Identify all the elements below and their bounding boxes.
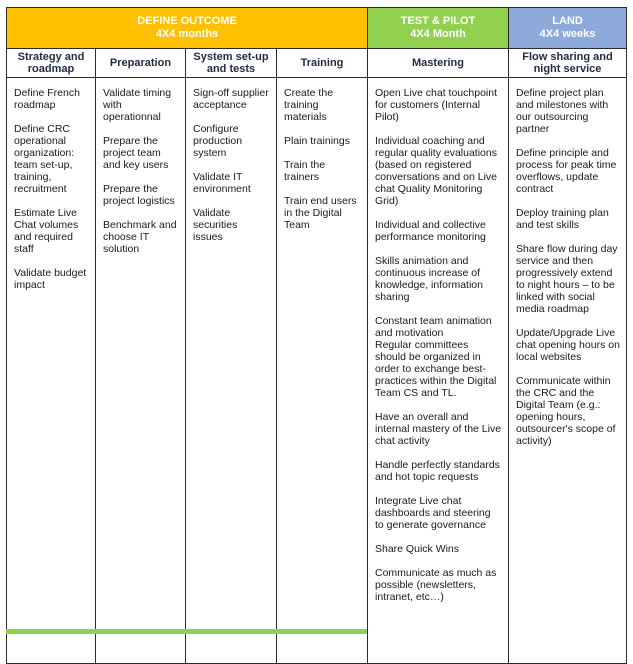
list-item: Skills animation and continuous increase of knowledge, information sharing (375, 255, 483, 303)
list-item: Validate budget impact (14, 267, 87, 291)
list-item: Prepare the project team and key users (103, 135, 169, 171)
list-item: Define CRC operational organization: team set-up, training, recruitment (14, 123, 75, 195)
list-item: Sign-off supplier acceptance (193, 87, 269, 111)
list-item: Individual coaching and regular quality evaluations (based on registered conversations and on Live chat Quality Monitoring Grid) (375, 135, 497, 207)
list-item: Define principle and process for peak time overflows, update contract (516, 147, 617, 195)
column-system-setup (186, 78, 277, 664)
list-item: Have an overall and internal mastery of the Live chat activity (375, 411, 502, 447)
list-item: Benchmark and choose IT solution (103, 219, 177, 255)
column-strategy (7, 78, 96, 664)
list-item: Validate timing with operationnal (103, 87, 172, 123)
phase-test-duration: 4X4 Month (410, 28, 466, 40)
column-mastering (368, 78, 509, 664)
list-item: Integrate Live chat dashboards and steering to generate governance (375, 495, 491, 531)
list-item: Communicate within the CRC and the Digital Team (e.g.: opening hours, outsourcer's scope of activity) (516, 375, 616, 447)
phase-test-title: TEST & PILOT (400, 15, 476, 27)
list-item: Define project plan and milestones with our outsourcing partner (516, 87, 609, 135)
column-header-flow-sharing: Flow sharing and night service (509, 49, 627, 78)
list-item: Create the training materials (284, 87, 334, 123)
phase-land-duration: 4X4 weeks (539, 28, 596, 40)
list-item: Configure production system (193, 123, 243, 159)
list-item: Handle perfectly standards and hot topic requests (375, 459, 500, 483)
list-item: Share flow during day service and then progressively extend to night hours – to be linked with social media roadmap (516, 243, 618, 315)
phase-test-pilot (368, 8, 509, 49)
column-header-strategy: Strategy and roadmap (7, 49, 96, 78)
list-item: Share Quick Wins (375, 543, 460, 555)
phase-land-title: LAND (552, 15, 583, 27)
list-item: Update/Upgrade Live chat opening hours on local websites (516, 327, 620, 363)
phase-define-outcome (7, 8, 368, 49)
list-item: Prepare the project logistics (103, 183, 175, 207)
list-item: Deploy training plan and test skills (516, 207, 609, 231)
column-header-preparation: Preparation (96, 49, 186, 78)
column-header-system-setup: System set-up and tests (186, 49, 277, 78)
column-header-training: Training (277, 49, 368, 78)
column-header-mastering: Mastering (368, 49, 509, 78)
list-item: Individual and collective performance monitoring (375, 219, 486, 243)
list-item: Constant team animation and motivation (375, 315, 492, 339)
list-item: Estimate Live Chat volumes and required staff (14, 207, 79, 255)
list-item: Communicate as much as possible (newsletters, intranet, etc…) (375, 567, 497, 603)
column-preparation (96, 78, 186, 664)
list-item: Open Live chat touchpoint for customers (Internal Pilot) (375, 87, 498, 123)
phase-define-title: DEFINE OUTCOME (137, 15, 237, 27)
list-item: Train end users in the Digital Team (284, 195, 357, 231)
list-item: Define French roadmap (14, 87, 80, 111)
list-item: Train the trainers (284, 159, 326, 183)
list-item: Validate securities issues (193, 207, 238, 243)
bottom-green-strip (6, 629, 367, 634)
list-item: Validate IT environment (193, 171, 251, 195)
list-item: Plain trainings (284, 135, 350, 147)
roadmap-table (6, 7, 627, 664)
column-training (277, 78, 368, 664)
phase-define-duration: 4X4 months (155, 28, 219, 40)
phase-land (509, 8, 627, 49)
list-item: Regular committees should be organized in order to exchange best-practices within the Digital Team CS and TL. (375, 339, 497, 399)
column-flow-sharing (509, 78, 627, 664)
